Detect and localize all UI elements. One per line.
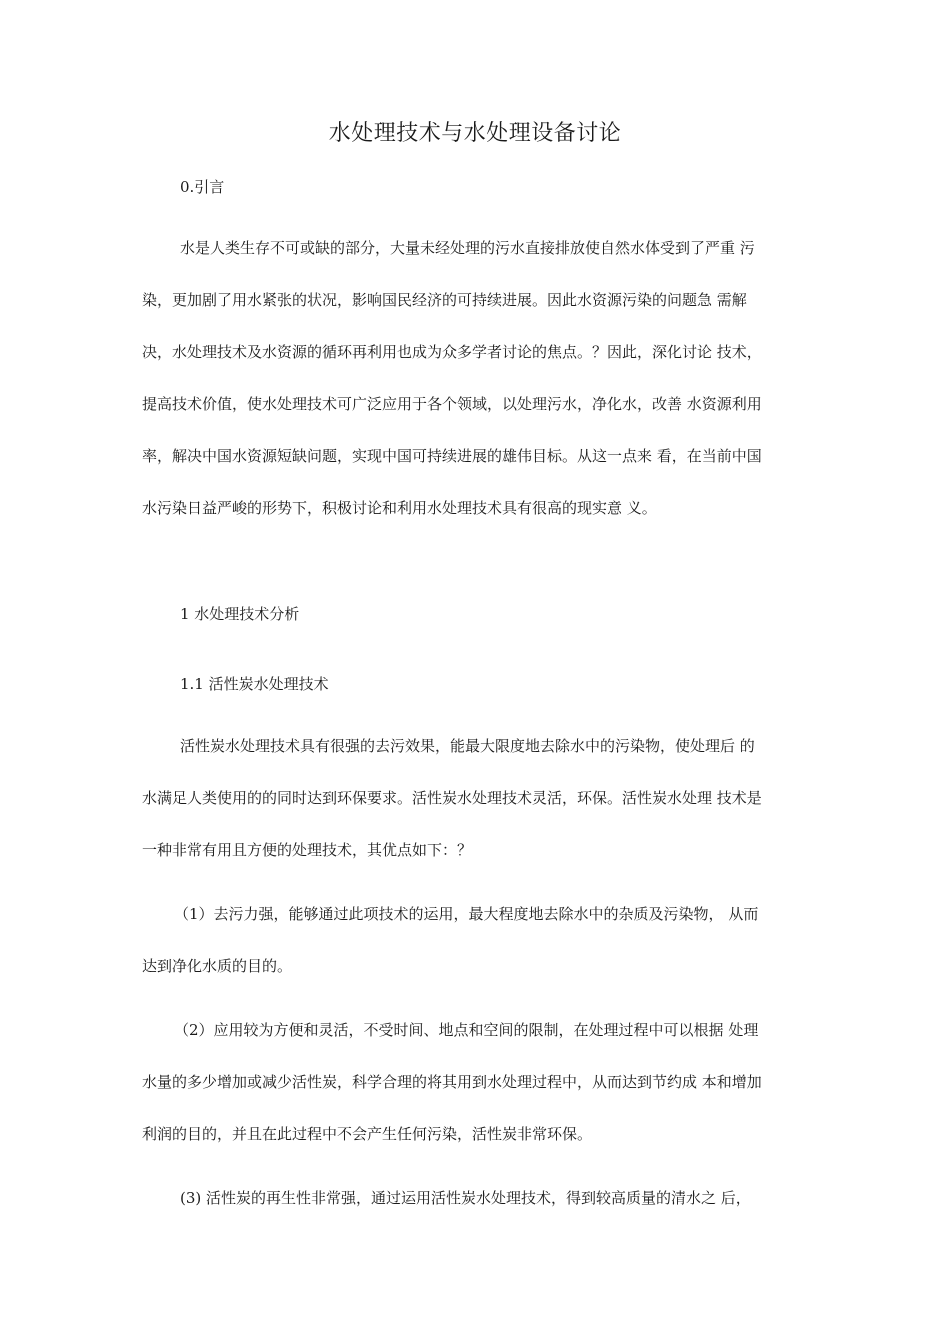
paragraph-line: 一种非常有用且方便的处理技术，其优点如下：？	[142, 841, 473, 859]
paragraph-line: 决，水处理技术及水资源的循环再利用也成为众多学者讨论的焦点。？因此，深化讨论 技术，	[142, 343, 762, 361]
paragraph-line: 率，解决中国水资源短缺问题，实现中国可持续进展的雄伟目标。从这一点来 看，在当前中国	[142, 447, 762, 465]
paragraph-line: 染，更加剧了用水紧张的状况，影响国民经济的可持续进展。因此水资源污染的问题急 需解	[142, 291, 747, 309]
section-heading-activated-carbon: 1.1 活性炭水处理技术	[180, 675, 329, 693]
paragraph-line: 水量的多少增加或减少活性炭，科学合理的将其用到水处理过程中，从而达到节约成 本和增加	[142, 1073, 762, 1091]
paragraph-line: 利润的目的，并且在此过程中不会产生任何污染，活性炭非常环保。	[142, 1125, 593, 1143]
paragraph-advantage-1	[142, 888, 804, 992]
paragraph-introduction	[142, 222, 804, 534]
paragraph-line: 提高技术价值，使水处理技术可广泛应用于各个领域，以处理污水，净化水，改善 水资源利用	[142, 395, 762, 413]
paragraph-line: 水满足人类使用的的同时达到环保要求。活性炭水处理技术灵活，环保。活性炭水处理 技术是	[142, 789, 762, 807]
paragraph-advantage-2	[142, 1004, 804, 1160]
paragraph-line: 活性炭水处理技术具有很强的去污效果，能最大限度地去除水中的污染物，使处理后 的	[180, 737, 755, 755]
paragraph-advantage-3	[142, 1172, 804, 1224]
document-title: 水处理技术与水处理设备讨论	[328, 121, 622, 146]
paragraph-line: 水污染日益严峻的形势下，积极讨论和利用水处理技术具有很高的现实意 义。	[142, 499, 657, 517]
section-heading-water-treatment-analysis: 1 水处理技术分析	[180, 605, 300, 623]
paragraph-activated-carbon	[142, 720, 804, 876]
paragraph-line: （1）去污力强，能够通过此项技术的运用，最大程度地去除水中的杂质及污染物， 从而	[174, 905, 759, 923]
section-heading-introduction: 0.引言	[180, 178, 225, 196]
paragraph-line: 达到净化水质的目的。	[142, 957, 293, 975]
paragraph-line: 水是人类生存不可或缺的部分，大量未经处理的污水直接排放使自然水体受到了严重 污	[180, 239, 755, 257]
paragraph-line: （2）应用较为方便和灵活，不受时间、地点和空间的限制，在处理过程中可以根据 处理	[174, 1021, 759, 1039]
paragraph-line: (3) 活性炭的再生性非常强，通过运用活性炭水处理技术，得到较高质量的清水之 后，	[180, 1189, 751, 1207]
